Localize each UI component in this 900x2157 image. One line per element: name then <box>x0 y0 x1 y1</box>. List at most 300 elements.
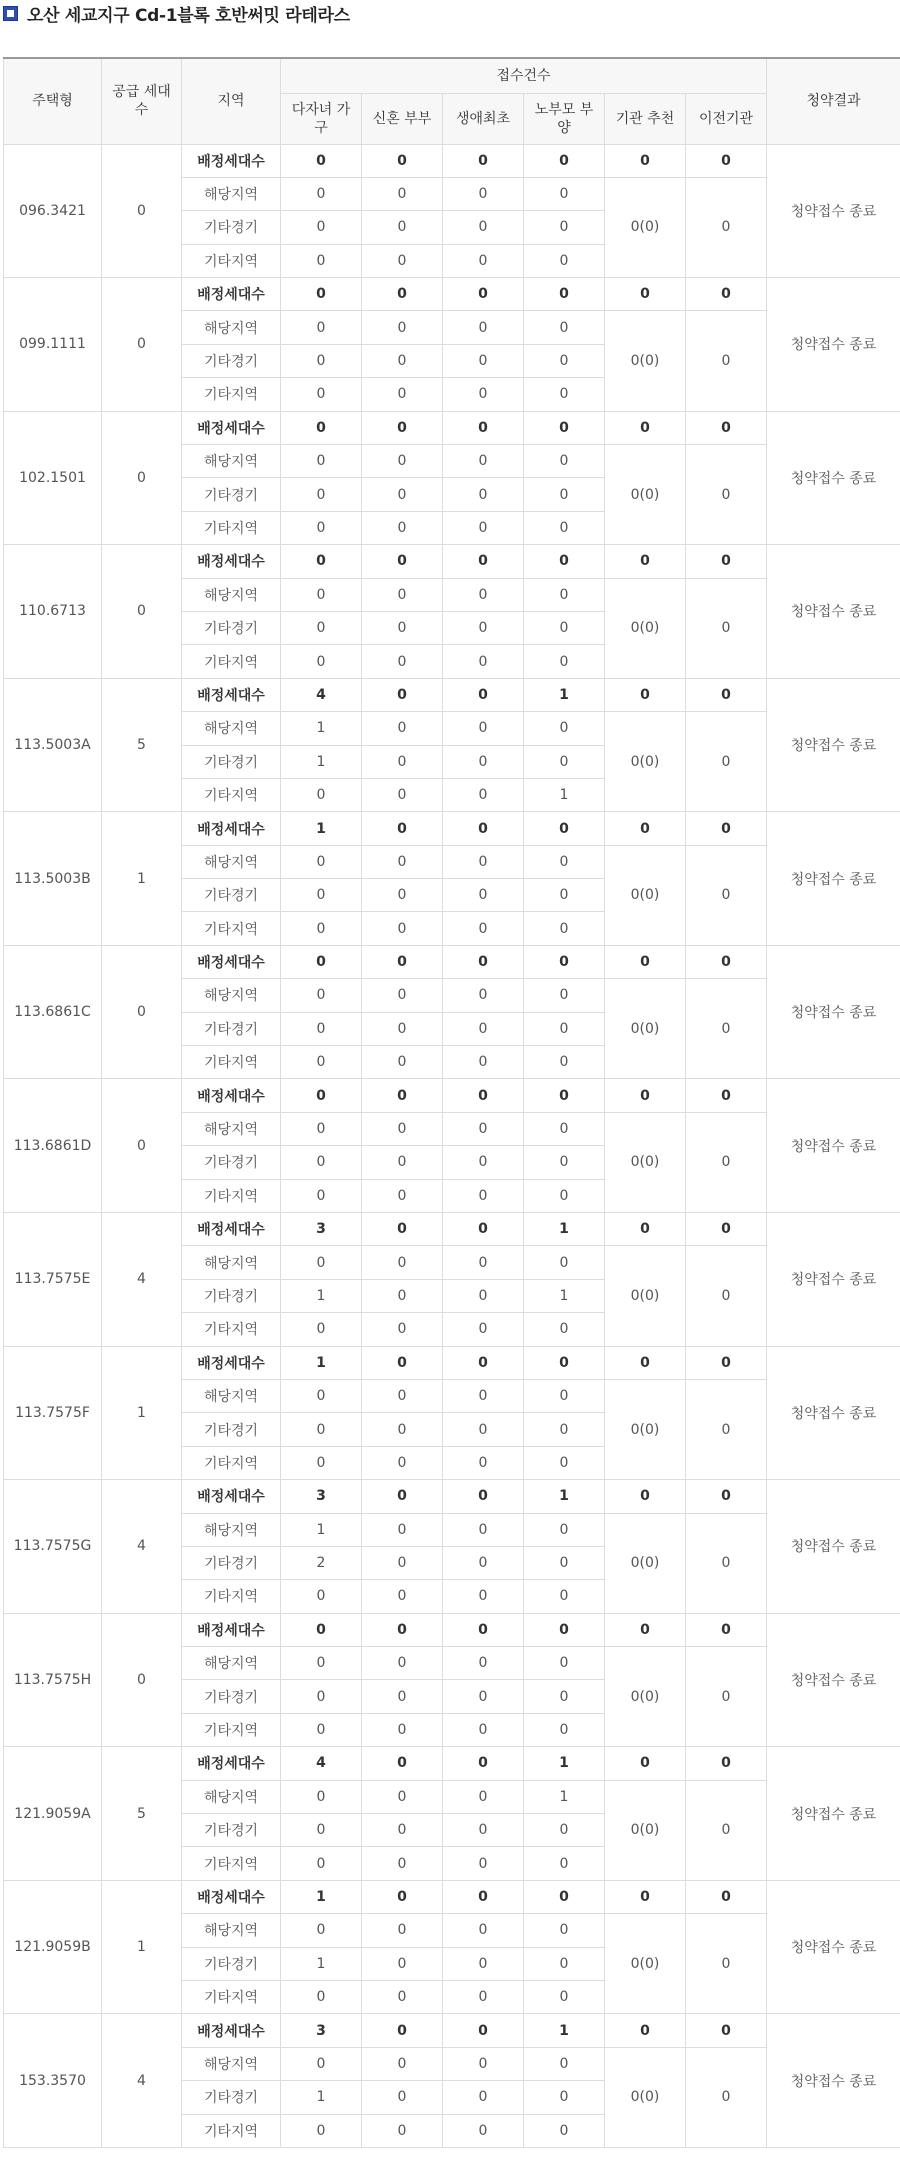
region-label-cell: 배정세대수 <box>182 144 281 177</box>
institution-alloc-cell: 0 <box>605 545 686 578</box>
count-cell: 0 <box>443 1713 524 1746</box>
count-cell: 0 <box>443 1146 524 1179</box>
supply-cell: 0 <box>102 278 182 412</box>
count-cell: 0 <box>362 1814 443 1847</box>
square-bullet-icon <box>3 6 18 21</box>
count-cell: 0 <box>443 344 524 377</box>
count-cell: 0 <box>281 1680 362 1713</box>
house-type-cell: 121.9059A <box>4 1747 102 1881</box>
count-cell: 0 <box>443 1747 524 1780</box>
count-cell: 0 <box>281 244 362 277</box>
region-label-cell: 해당지역 <box>182 845 281 878</box>
supply-cell: 5 <box>102 1747 182 1881</box>
relocation-count-cell: 0 <box>686 845 767 945</box>
header-result: 청약결과 <box>767 58 900 144</box>
count-cell: 0 <box>524 845 605 878</box>
count-cell: 0 <box>443 812 524 845</box>
count-cell: 0 <box>362 1613 443 1646</box>
header-elderly-parent: 노부모 부양 <box>524 93 605 144</box>
institution-alloc-cell: 0 <box>605 1346 686 1379</box>
count-cell: 0 <box>443 1446 524 1479</box>
region-label-cell: 기타지역 <box>182 1980 281 2013</box>
relocation-alloc-cell: 0 <box>686 1613 767 1646</box>
count-cell: 0 <box>524 1947 605 1980</box>
count-cell: 1 <box>281 1880 362 1913</box>
count-cell: 0 <box>443 979 524 1012</box>
institution-count-cell: 0(0) <box>605 445 686 545</box>
count-cell: 0 <box>524 1713 605 1746</box>
count-cell: 0 <box>443 1346 524 1379</box>
region-label-cell: 기타경기 <box>182 1279 281 1312</box>
relocation-alloc-cell: 0 <box>686 1880 767 1913</box>
count-cell: 0 <box>443 678 524 711</box>
count-cell: 0 <box>443 1880 524 1913</box>
count-cell: 0 <box>281 144 362 177</box>
institution-count-cell: 0(0) <box>605 1780 686 1880</box>
count-cell: 0 <box>281 1413 362 1446</box>
count-cell: 0 <box>524 1246 605 1279</box>
house-type-cell: 110.6713 <box>4 545 102 679</box>
count-cell: 1 <box>524 1213 605 1246</box>
supply-cell: 5 <box>102 678 182 812</box>
count-cell: 0 <box>524 1680 605 1713</box>
table-row <box>4 1213 900 1246</box>
count-cell: 0 <box>281 778 362 811</box>
house-type-cell: 121.9059B <box>4 1880 102 2014</box>
count-cell: 0 <box>524 445 605 478</box>
table-row <box>4 1613 900 1646</box>
count-cell: 0 <box>362 1713 443 1746</box>
count-cell: 0 <box>362 1847 443 1880</box>
count-cell: 0 <box>362 1480 443 1513</box>
count-cell: 0 <box>362 2014 443 2047</box>
supply-cell: 1 <box>102 1880 182 2014</box>
count-cell: 0 <box>524 378 605 411</box>
count-cell: 0 <box>362 1179 443 1212</box>
count-cell: 0 <box>281 1079 362 1112</box>
region-label-cell: 기타지역 <box>182 378 281 411</box>
region-label-cell: 기타지역 <box>182 244 281 277</box>
count-cell: 0 <box>281 411 362 444</box>
count-cell: 0 <box>524 1647 605 1680</box>
count-cell: 0 <box>362 1546 443 1579</box>
count-cell: 0 <box>524 2081 605 2114</box>
count-cell: 0 <box>524 745 605 778</box>
header-relocation: 이전기관 <box>686 93 767 144</box>
header-first-life: 생애최초 <box>443 93 524 144</box>
house-type-cell: 096.3421 <box>4 144 102 278</box>
relocation-count-cell: 0 <box>686 177 767 277</box>
count-cell: 0 <box>362 812 443 845</box>
institution-alloc-cell: 0 <box>605 144 686 177</box>
supply-cell: 0 <box>102 1079 182 1213</box>
count-cell: 3 <box>281 2014 362 2047</box>
supply-cell: 0 <box>102 411 182 545</box>
count-cell: 0 <box>362 1346 443 1379</box>
region-label-cell: 해당지역 <box>182 1112 281 1145</box>
region-label-cell: 기타지역 <box>182 1446 281 1479</box>
count-cell: 1 <box>281 2081 362 2114</box>
count-cell: 0 <box>281 1814 362 1847</box>
count-cell: 0 <box>281 1046 362 1079</box>
result-cell: 청약접수 종료 <box>767 678 900 812</box>
count-cell: 0 <box>443 1046 524 1079</box>
region-label-cell: 기타지역 <box>182 1179 281 1212</box>
relocation-count-cell: 0 <box>686 2047 767 2147</box>
relocation-alloc-cell: 0 <box>686 678 767 711</box>
institution-count-cell: 0(0) <box>605 578 686 678</box>
result-cell: 청약접수 종료 <box>767 144 900 278</box>
table-row <box>4 678 900 711</box>
result-cell: 청약접수 종료 <box>767 545 900 679</box>
page-title: 오산 세교지구 Cd-1블록 호반써밋 라테라스 <box>27 6 350 26</box>
count-cell: 1 <box>524 1480 605 1513</box>
region-label-cell: 기타경기 <box>182 879 281 912</box>
count-cell: 0 <box>281 445 362 478</box>
count-cell: 0 <box>281 1613 362 1646</box>
region-label-cell: 해당지역 <box>182 979 281 1012</box>
institution-alloc-cell: 0 <box>605 678 686 711</box>
supply-cell: 0 <box>102 144 182 278</box>
count-cell: 0 <box>524 1346 605 1379</box>
count-cell: 0 <box>524 812 605 845</box>
count-cell: 0 <box>362 1046 443 1079</box>
count-cell: 0 <box>443 1246 524 1279</box>
count-cell: 0 <box>362 1279 443 1312</box>
count-cell: 0 <box>362 1513 443 1546</box>
region-label-cell: 배정세대수 <box>182 1613 281 1646</box>
count-cell: 0 <box>524 1814 605 1847</box>
count-cell: 0 <box>524 244 605 277</box>
region-label-cell: 기타지역 <box>182 1313 281 1346</box>
count-cell: 0 <box>362 478 443 511</box>
count-cell: 0 <box>524 211 605 244</box>
count-cell: 0 <box>281 578 362 611</box>
region-label-cell: 해당지역 <box>182 2047 281 2080</box>
region-label-cell: 기타경기 <box>182 1146 281 1179</box>
count-cell: 0 <box>362 745 443 778</box>
institution-alloc-cell: 0 <box>605 945 686 978</box>
count-cell: 0 <box>524 1112 605 1145</box>
count-cell: 1 <box>524 1279 605 1312</box>
count-cell: 0 <box>524 979 605 1012</box>
house-type-cell: 113.5003A <box>4 678 102 812</box>
count-cell: 0 <box>524 645 605 678</box>
house-type-cell: 113.6861D <box>4 1079 102 1213</box>
count-cell: 0 <box>524 611 605 644</box>
table-row <box>4 945 900 978</box>
count-cell: 0 <box>362 678 443 711</box>
count-cell: 0 <box>362 611 443 644</box>
count-cell: 0 <box>443 244 524 277</box>
count-cell: 0 <box>524 144 605 177</box>
region-label-cell: 기타지역 <box>182 912 281 945</box>
result-cell: 청약접수 종료 <box>767 1079 900 1213</box>
count-cell: 0 <box>362 1112 443 1145</box>
count-cell: 0 <box>524 411 605 444</box>
relocation-alloc-cell: 0 <box>686 545 767 578</box>
header-supply: 공급 세대수 <box>102 58 182 144</box>
institution-count-cell: 0(0) <box>605 1914 686 2014</box>
result-cell: 청약접수 종료 <box>767 278 900 412</box>
count-cell: 1 <box>281 712 362 745</box>
count-cell: 0 <box>281 2114 362 2147</box>
institution-alloc-cell: 0 <box>605 1213 686 1246</box>
count-cell: 0 <box>524 2114 605 2147</box>
count-cell: 1 <box>524 2014 605 2047</box>
count-cell: 0 <box>362 845 443 878</box>
region-label-cell: 해당지역 <box>182 311 281 344</box>
house-type-cell: 113.7575E <box>4 1213 102 1347</box>
header-institution: 기관 추천 <box>605 93 686 144</box>
region-label-cell: 기타경기 <box>182 611 281 644</box>
count-cell: 0 <box>362 1880 443 1913</box>
count-cell: 0 <box>362 244 443 277</box>
relocation-alloc-cell: 0 <box>686 1079 767 1112</box>
house-type-cell: 102.1501 <box>4 411 102 545</box>
relocation-count-cell: 0 <box>686 1513 767 1613</box>
count-cell: 0 <box>443 1947 524 1980</box>
count-cell: 0 <box>524 478 605 511</box>
result-cell: 청약접수 종료 <box>767 1613 900 1747</box>
institution-count-cell: 0(0) <box>605 1246 686 1346</box>
count-cell: 0 <box>362 1413 443 1446</box>
count-cell: 0 <box>281 1012 362 1045</box>
count-cell: 0 <box>362 177 443 210</box>
relocation-count-cell: 0 <box>686 1780 767 1880</box>
count-cell: 0 <box>443 1814 524 1847</box>
count-cell: 0 <box>443 1780 524 1813</box>
count-cell: 0 <box>362 2047 443 2080</box>
region-label-cell: 배정세대수 <box>182 1346 281 1379</box>
count-cell: 0 <box>524 545 605 578</box>
region-label-cell: 기타지역 <box>182 511 281 544</box>
count-cell: 0 <box>362 311 443 344</box>
count-cell: 0 <box>443 1680 524 1713</box>
count-cell: 0 <box>524 1079 605 1112</box>
region-label-cell: 기타지역 <box>182 1580 281 1613</box>
region-label-cell: 해당지역 <box>182 177 281 210</box>
count-cell: 0 <box>281 1914 362 1947</box>
count-cell: 1 <box>524 778 605 811</box>
house-type-cell: 153.3570 <box>4 2014 102 2148</box>
count-cell: 0 <box>281 378 362 411</box>
relocation-alloc-cell: 0 <box>686 2014 767 2047</box>
count-cell: 0 <box>362 1246 443 1279</box>
count-cell: 0 <box>524 1546 605 1579</box>
count-cell: 0 <box>443 912 524 945</box>
count-cell: 4 <box>281 1747 362 1780</box>
count-cell: 0 <box>443 2081 524 2114</box>
count-cell: 0 <box>524 1379 605 1412</box>
supply-cell: 1 <box>102 1346 182 1480</box>
region-label-cell: 해당지역 <box>182 1246 281 1279</box>
result-cell: 청약접수 종료 <box>767 1747 900 1881</box>
header-newlywed: 신혼 부부 <box>362 93 443 144</box>
count-cell: 0 <box>281 278 362 311</box>
count-cell: 0 <box>443 2014 524 2047</box>
count-cell: 0 <box>281 979 362 1012</box>
count-cell: 0 <box>362 378 443 411</box>
count-cell: 0 <box>281 912 362 945</box>
count-cell: 0 <box>362 411 443 444</box>
result-cell: 청약접수 종료 <box>767 945 900 1079</box>
result-cell: 청약접수 종료 <box>767 812 900 946</box>
count-cell: 0 <box>362 278 443 311</box>
count-cell: 0 <box>443 1079 524 1112</box>
count-cell: 0 <box>443 445 524 478</box>
count-cell: 0 <box>443 2047 524 2080</box>
table-row <box>4 812 900 845</box>
count-cell: 0 <box>362 545 443 578</box>
region-label-cell: 배정세대수 <box>182 1747 281 1780</box>
count-cell: 0 <box>524 1914 605 1947</box>
count-cell: 0 <box>443 311 524 344</box>
table-row <box>4 1346 900 1379</box>
count-cell: 0 <box>443 578 524 611</box>
count-cell: 0 <box>281 1580 362 1613</box>
relocation-count-cell: 0 <box>686 311 767 411</box>
count-cell: 0 <box>281 945 362 978</box>
result-cell: 청약접수 종료 <box>767 1880 900 2014</box>
institution-alloc-cell: 0 <box>605 1613 686 1646</box>
count-cell: 0 <box>362 1780 443 1813</box>
relocation-alloc-cell: 0 <box>686 411 767 444</box>
count-cell: 0 <box>524 278 605 311</box>
header-house-type: 주택형 <box>4 58 102 144</box>
region-label-cell: 기타경기 <box>182 1947 281 1980</box>
count-cell: 0 <box>524 1613 605 1646</box>
count-cell: 0 <box>443 778 524 811</box>
result-cell: 청약접수 종료 <box>767 1480 900 1614</box>
table-row <box>4 1079 900 1112</box>
supply-cell: 4 <box>102 1213 182 1347</box>
count-cell: 0 <box>524 1012 605 1045</box>
count-cell: 0 <box>524 1146 605 1179</box>
count-cell: 0 <box>443 1413 524 1446</box>
count-cell: 0 <box>362 945 443 978</box>
count-cell: 1 <box>281 1947 362 1980</box>
institution-count-cell: 0(0) <box>605 2047 686 2147</box>
institution-count-cell: 0(0) <box>605 1513 686 1613</box>
count-cell: 0 <box>443 1012 524 1045</box>
institution-count-cell: 0(0) <box>605 311 686 411</box>
count-cell: 0 <box>281 1379 362 1412</box>
supply-cell: 0 <box>102 945 182 1079</box>
count-cell: 1 <box>524 1780 605 1813</box>
count-cell: 0 <box>443 745 524 778</box>
region-label-cell: 배정세대수 <box>182 1880 281 1913</box>
region-label-cell: 기타경기 <box>182 344 281 377</box>
count-cell: 0 <box>443 1313 524 1346</box>
region-label-cell: 해당지역 <box>182 445 281 478</box>
count-cell: 0 <box>524 311 605 344</box>
institution-count-cell: 0(0) <box>605 1647 686 1747</box>
institution-alloc-cell: 0 <box>605 1480 686 1513</box>
count-cell: 0 <box>362 1379 443 1412</box>
count-cell: 0 <box>524 1580 605 1613</box>
institution-alloc-cell: 0 <box>605 278 686 311</box>
region-label-cell: 해당지역 <box>182 1780 281 1813</box>
count-cell: 0 <box>281 1146 362 1179</box>
institution-alloc-cell: 0 <box>605 1079 686 1112</box>
table-row <box>4 1880 900 1913</box>
count-cell: 0 <box>362 1012 443 1045</box>
count-cell: 0 <box>362 1647 443 1680</box>
count-cell: 0 <box>443 879 524 912</box>
count-cell: 0 <box>524 1446 605 1479</box>
count-cell: 0 <box>281 1847 362 1880</box>
count-cell: 1 <box>281 745 362 778</box>
count-cell: 0 <box>443 1179 524 1212</box>
table-row <box>4 2014 900 2047</box>
relocation-count-cell: 0 <box>686 1246 767 1346</box>
count-cell: 0 <box>443 2114 524 2147</box>
region-label-cell: 해당지역 <box>182 1513 281 1546</box>
count-cell: 0 <box>281 177 362 210</box>
count-cell: 0 <box>443 1546 524 1579</box>
count-cell: 0 <box>362 2081 443 2114</box>
header-region: 지역 <box>182 58 281 144</box>
institution-alloc-cell: 0 <box>605 411 686 444</box>
count-cell: 0 <box>281 1112 362 1145</box>
region-label-cell: 배정세대수 <box>182 411 281 444</box>
count-cell: 0 <box>443 278 524 311</box>
count-cell: 0 <box>281 1446 362 1479</box>
count-cell: 0 <box>281 845 362 878</box>
subscription-results-table <box>3 57 900 2148</box>
relocation-count-cell: 0 <box>686 1379 767 1479</box>
institution-count-cell: 0(0) <box>605 1112 686 1212</box>
relocation-count-cell: 0 <box>686 578 767 678</box>
region-label-cell: 기타경기 <box>182 1012 281 1045</box>
count-cell: 0 <box>524 1513 605 1546</box>
count-cell: 0 <box>362 1146 443 1179</box>
header-applications: 접수건수 <box>281 58 767 93</box>
region-label-cell: 기타경기 <box>182 211 281 244</box>
count-cell: 0 <box>443 1379 524 1412</box>
count-cell: 0 <box>524 344 605 377</box>
count-cell: 0 <box>281 311 362 344</box>
count-cell: 0 <box>443 1480 524 1513</box>
region-label-cell: 기타지역 <box>182 1046 281 1079</box>
count-cell: 0 <box>362 1980 443 2013</box>
relocation-alloc-cell: 0 <box>686 1480 767 1513</box>
region-label-cell: 배정세대수 <box>182 2014 281 2047</box>
count-cell: 1 <box>281 1279 362 1312</box>
region-label-cell: 기타지역 <box>182 1847 281 1880</box>
count-cell: 0 <box>524 1413 605 1446</box>
count-cell: 3 <box>281 1213 362 1246</box>
count-cell: 0 <box>362 778 443 811</box>
region-label-cell: 해당지역 <box>182 712 281 745</box>
relocation-alloc-cell: 0 <box>686 812 767 845</box>
count-cell: 0 <box>362 645 443 678</box>
count-cell: 0 <box>443 1213 524 1246</box>
count-cell: 0 <box>362 1213 443 1246</box>
count-cell: 0 <box>281 1713 362 1746</box>
count-cell: 0 <box>443 945 524 978</box>
institution-count-cell: 0(0) <box>605 1379 686 1479</box>
count-cell: 0 <box>281 645 362 678</box>
count-cell: 0 <box>524 1847 605 1880</box>
count-cell: 0 <box>443 1112 524 1145</box>
count-cell: 0 <box>443 478 524 511</box>
institution-count-cell: 0(0) <box>605 712 686 812</box>
count-cell: 0 <box>281 545 362 578</box>
region-label-cell: 배정세대수 <box>182 1079 281 1112</box>
count-cell: 0 <box>524 945 605 978</box>
